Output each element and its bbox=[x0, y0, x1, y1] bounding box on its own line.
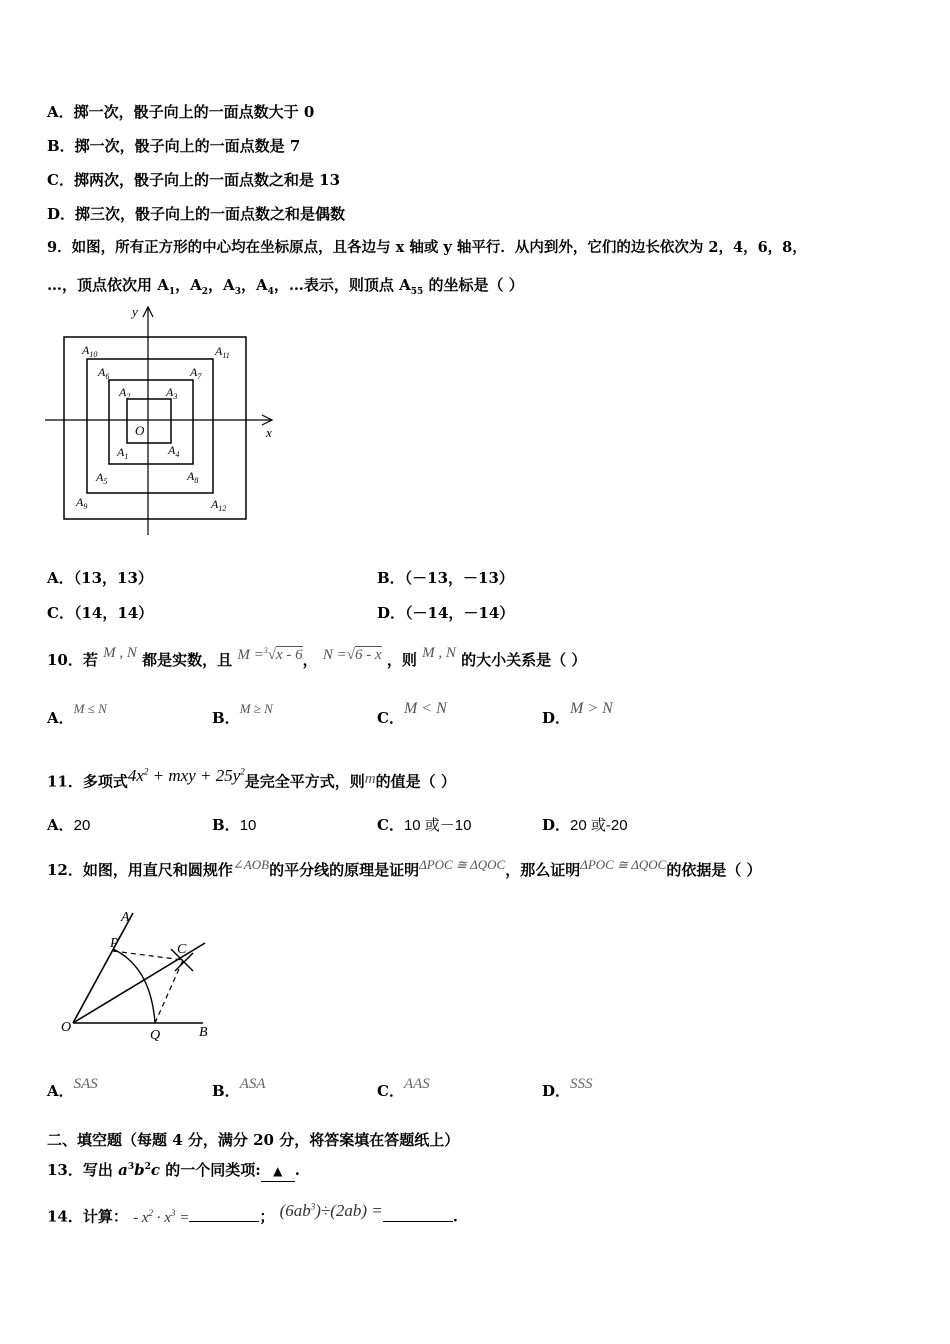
q12-option-b: B．ASA bbox=[212, 1076, 266, 1100]
q9-option-c: C．（14，14） bbox=[47, 604, 154, 622]
q12-option-d: D．SSS bbox=[542, 1076, 593, 1100]
q11-option-d: D．20 或-20 bbox=[542, 816, 628, 834]
q9-stem-line2: …，顶点依次用 $A_1$，$A_2$，$A_3$，$A_4$，…表示，则顶点 $A_{55}$ 的坐标是（ ） bbox=[47, 276, 524, 297]
label-b: B bbox=[199, 1025, 208, 1040]
q11-option-a: A．20 bbox=[47, 816, 91, 834]
q10-option-d: D．M > N bbox=[542, 700, 613, 727]
dashed-qc bbox=[155, 960, 183, 1023]
section-2-heading: 二、填空题（每题 4 分，满分 20 分，将答案填在答题纸上） bbox=[47, 1131, 460, 1149]
vertex-a12: $A_{12}$ bbox=[211, 497, 227, 513]
q8-option-a: A．掷一次，骰子向上的一面点数大于 0 bbox=[47, 103, 315, 121]
square-1 bbox=[127, 399, 171, 443]
q12-stem: 12．如图，用直尺和圆规作∠AOB的平分线的原理是证明ΔPOC ≅ ΔQOC，那么证明ΔPOC ≅ ΔQOC的依据是（ ） bbox=[47, 857, 762, 879]
vertex-a3: $A_3$ bbox=[166, 385, 178, 401]
vertex-a1: $A_1$ bbox=[117, 445, 129, 461]
q10-option-b: B．M ≥ N bbox=[212, 701, 273, 727]
q9-stem-line1: 9．如图，所有正方形的中心均在坐标原点，且各边与 x 轴或 y 轴平行．从内到外，它们的边长依次为 2，4，6，8， bbox=[47, 239, 807, 256]
origin-label: O bbox=[135, 423, 145, 438]
q13-answer-blank[interactable]: ▲ bbox=[261, 1161, 295, 1182]
q14-answer-blank-2[interactable] bbox=[383, 1207, 453, 1222]
q11-option-c: C．10 或－10 bbox=[377, 816, 472, 834]
vertex-a7: $A_7$ bbox=[190, 365, 202, 381]
label-a: A bbox=[121, 910, 130, 925]
q9-option-a: A．（13，13） bbox=[47, 569, 153, 587]
q9-figure bbox=[40, 303, 290, 543]
q10-option-c: C．M < N bbox=[377, 700, 447, 727]
q9-option-b: B．（－13，－13） bbox=[377, 569, 514, 587]
label-o: O bbox=[61, 1020, 72, 1035]
vertex-a9: $A_9$ bbox=[76, 495, 88, 511]
square-4 bbox=[64, 337, 246, 519]
q8-option-b: B．掷一次，骰子向上的一面点数是 7 bbox=[47, 137, 301, 155]
vertex-a8: $A_8$ bbox=[187, 469, 199, 485]
q12-option-a: A．SAS bbox=[47, 1076, 98, 1100]
label-p: P bbox=[110, 936, 119, 951]
q12-option-c: C．AAS bbox=[377, 1076, 430, 1100]
vertex-labels bbox=[75, 343, 230, 513]
q14-stem: 14．计算： - $x^2 \cdot x^3$ = ； $(6ab^3)\div(2ab)$ = . bbox=[47, 1200, 459, 1226]
vertex-a6: $A_6$ bbox=[98, 365, 110, 381]
q9-option-d: D．（－14，－14） bbox=[377, 604, 515, 622]
label-q: Q bbox=[150, 1028, 161, 1043]
vertex-a11: $A_{11}$ bbox=[215, 344, 230, 360]
vertex-a10: $A_{10}$ bbox=[82, 343, 98, 359]
q11-stem: 11．多项式$4x^2$ + mxy + $25y^2$是完全平方式，则m的值是（ ） bbox=[47, 765, 456, 791]
vertex-a5: $A_5$ bbox=[96, 470, 108, 486]
q12-figure bbox=[55, 905, 225, 1045]
q8-option-d: D．掷三次，骰子向上的一面点数之和是偶数 bbox=[47, 205, 346, 223]
q8-option-c: C．掷两次，骰子向上的一面点数之和是 13 bbox=[47, 171, 341, 189]
vertex-a2: $A_2$ bbox=[119, 385, 131, 401]
q10-stem: 10．若 M , N 都是实数，且 M =$^3$√x - 6， N =√6 - x ，则 M , N 的大小关系是（ ） bbox=[47, 645, 587, 669]
vertex-a4: $A_4$ bbox=[168, 443, 180, 459]
ray-oa bbox=[73, 913, 133, 1023]
y-axis-label: y bbox=[132, 304, 138, 319]
q13-stem: 13．写出 $a^3b^2c$ 的一个同类项: ▲ . bbox=[47, 1157, 300, 1182]
q11-option-b: B．10 bbox=[212, 816, 257, 834]
q10-option-a: A．M ≤ N bbox=[47, 701, 107, 727]
q14-answer-blank-1[interactable] bbox=[189, 1207, 259, 1222]
label-c: C bbox=[177, 942, 187, 957]
x-axis-label: x bbox=[266, 425, 272, 440]
